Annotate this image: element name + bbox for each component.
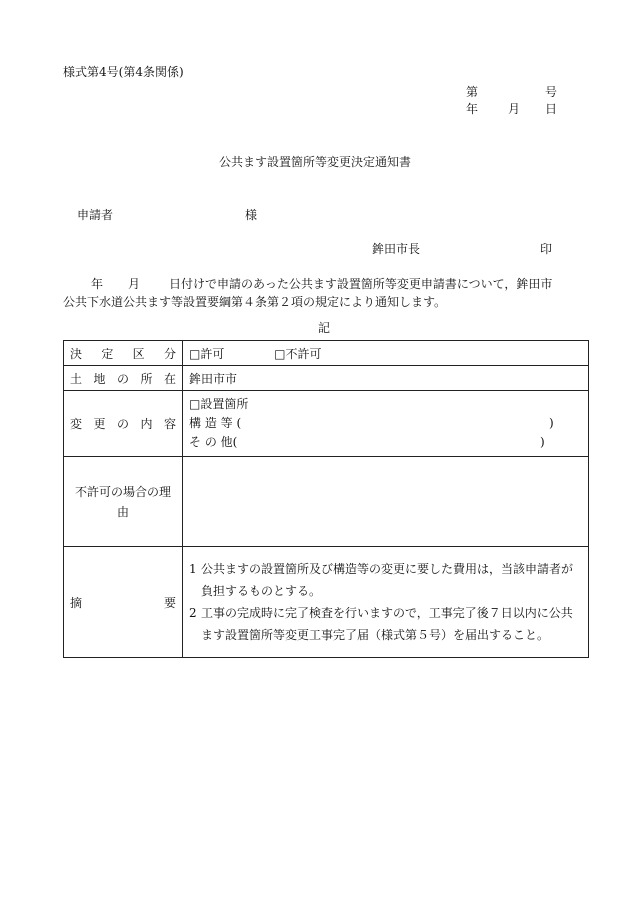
applicant-label: 申請者 [77, 208, 114, 222]
doc-no-prefix: 第 [466, 85, 479, 99]
row-remarks [64, 547, 589, 658]
body-month: 月 [128, 277, 141, 291]
decision-table [63, 340, 589, 658]
body-line1: 日付けで申請のあった公共ます設置箇所等変更申請書について，鉾田市 [169, 277, 553, 291]
label-char: 区 [132, 346, 145, 361]
body-line2: 公共下水道公共ます等設置要綱第４条第２項の規定により通知します。 [63, 295, 447, 309]
other-label: そ の 他( [189, 435, 238, 449]
note-number: 2 [189, 606, 197, 620]
note-text: 公共ますの設置箇所及び構造等の変更に要した費用は，当該申請者が負担するものとする。 [201, 562, 574, 598]
issuer-seal: 印 [540, 242, 553, 256]
note-text: 工事の完成時に完了検査を行いますので，工事完了後７日以内に公共ます設置箇所等変更工事完了届（様式第５号）を届出すること。 [201, 606, 573, 642]
location-checkbox[interactable]: □設置箇所 [189, 397, 249, 411]
structure-label: 構 造 等 ( [189, 416, 242, 430]
value-remarks [183, 547, 589, 658]
date-year: 年 [466, 102, 479, 116]
value-reason [183, 457, 589, 547]
remark-note-2 [189, 602, 582, 646]
label-char: 決 [70, 346, 83, 361]
label-remarks [64, 547, 183, 658]
form-number: 様式第4号(第4条関係) [63, 65, 184, 79]
other-close: ) [540, 435, 545, 449]
label-reason [64, 457, 183, 547]
label-char: 土 [70, 371, 83, 386]
label-char: 内 [140, 417, 153, 431]
ki-heading: 記 [318, 321, 331, 335]
label-char: 定 [101, 346, 114, 361]
label-char: 更 [93, 417, 106, 431]
value-decision [183, 341, 589, 366]
label-char: の [116, 371, 129, 386]
label-char: 分 [163, 346, 176, 361]
row-location [64, 366, 589, 391]
label-location [64, 366, 183, 391]
row-change [64, 391, 589, 457]
label-char: の [116, 417, 129, 431]
value-change [183, 391, 589, 457]
label-decision [64, 341, 183, 366]
label-char: 所 [140, 371, 153, 386]
date-month: 月 [508, 102, 521, 116]
applicant-honorific: 様 [245, 208, 258, 222]
date-day: 日 [545, 102, 558, 116]
issuer-name: 鉾田市長 [372, 242, 421, 256]
body-year: 年 [91, 277, 104, 291]
label-char: 容 [163, 417, 176, 431]
label-change [64, 391, 183, 457]
label-char: 摘 [70, 595, 83, 610]
reason-label-text: 不許可の場合の理由 [74, 484, 171, 519]
value-location: 鉾田市市 [183, 366, 589, 391]
structure-close: ) [549, 416, 554, 430]
doc-no-suffix: 号 [545, 85, 558, 99]
row-reason [64, 457, 589, 547]
label-char: 変 [70, 417, 83, 431]
note-number: 1 [189, 562, 197, 576]
label-char: 地 [93, 371, 106, 386]
remark-note-1 [189, 558, 582, 602]
label-char: 在 [163, 371, 176, 386]
page-title: 公共ます設置箇所等変更決定通知書 [219, 155, 412, 169]
not-permit-checkbox[interactable]: □不許可 [274, 346, 322, 361]
permit-checkbox[interactable]: □許可 [189, 346, 225, 361]
row-decision [64, 341, 589, 366]
label-char: 要 [163, 595, 176, 610]
